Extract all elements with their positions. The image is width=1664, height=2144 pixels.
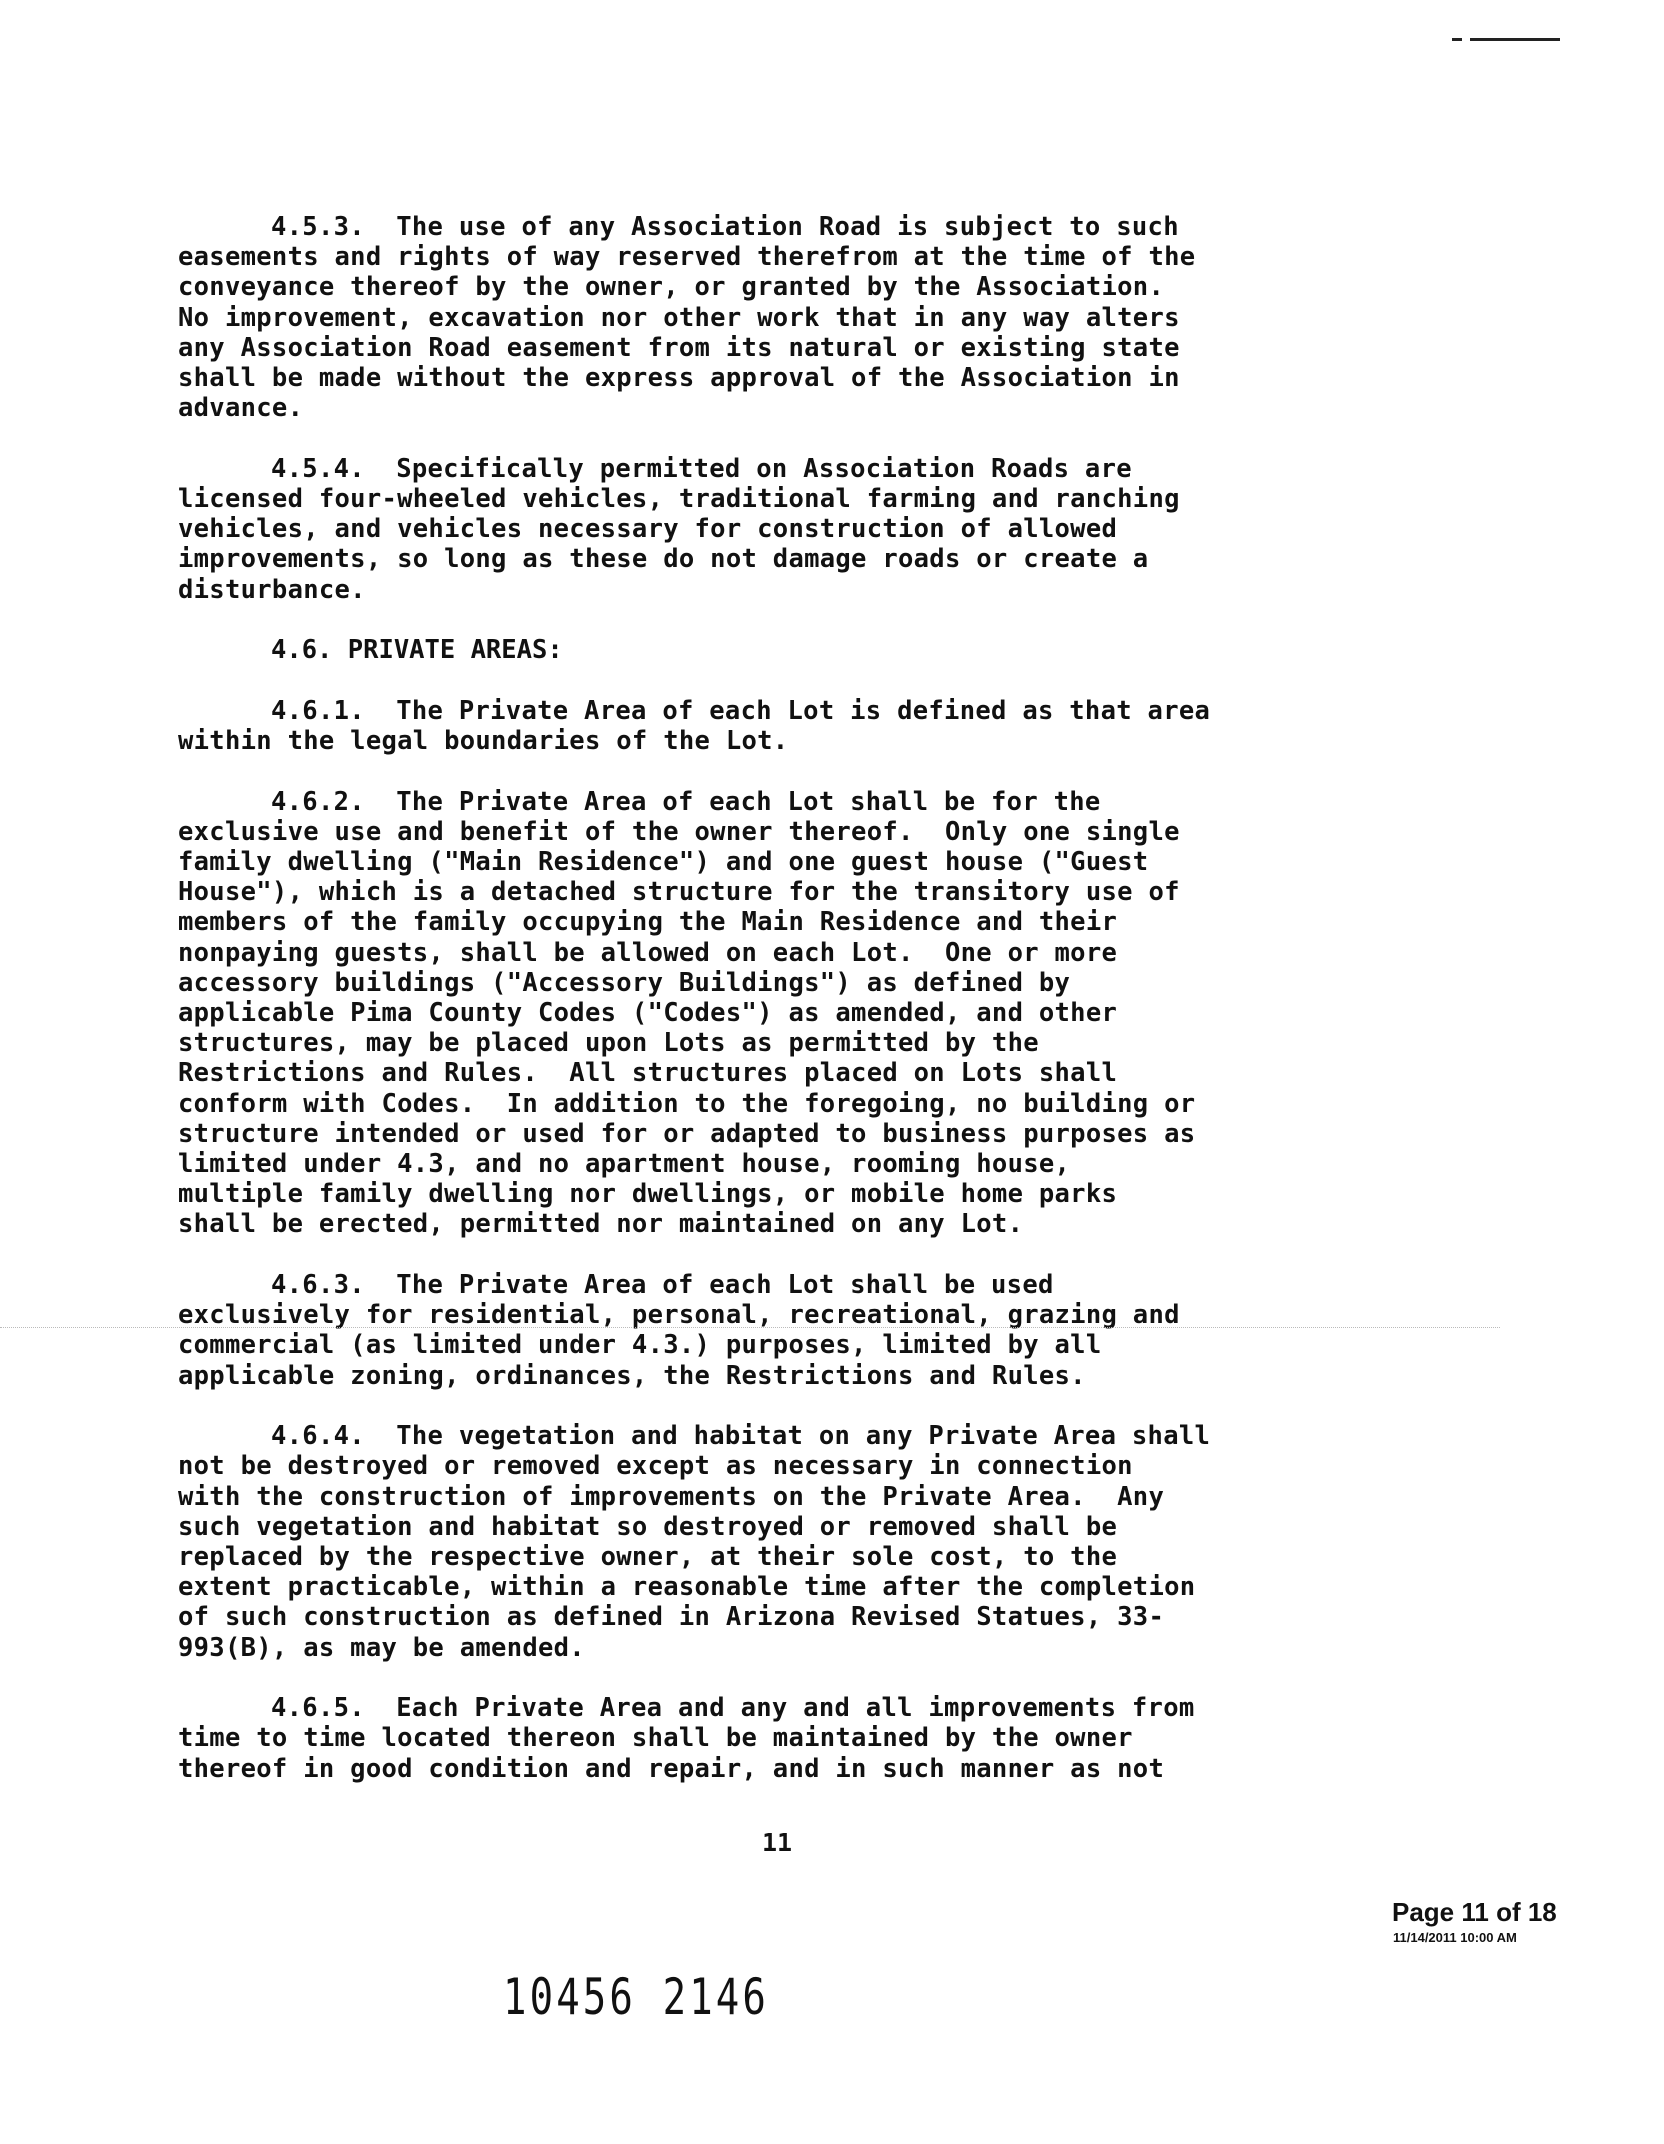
- section-4-5-4: [178, 454, 1428, 605]
- section-4-5-3: [178, 212, 1428, 423]
- section-heading-private-areas: [178, 635, 1428, 665]
- section-4-6-3: [178, 1270, 1428, 1391]
- recorder-page-count: Page 11 of 18: [1392, 1897, 1557, 1927]
- scan-edge-mark: [1470, 38, 1560, 41]
- section-4-6-4: [178, 1421, 1428, 1663]
- section-number: 4.6.4.: [271, 1421, 365, 1452]
- section-text: The use of any Association Road is subject to such easements and rights of way reserved therefrom at the time of the conveyance thereof by the owner, or granted by the Association. No improvement, excavation nor other work that in any way alters any Association Road easement from its natural or existing state shall be made without the express approval of the Association in advance.: [178, 212, 1196, 424]
- scan-artifact-line: [0, 1327, 1500, 1328]
- section-number: 4.6.2.: [271, 786, 365, 817]
- section-number: 4.6.3.: [271, 1270, 365, 1301]
- section-4-6-2: [178, 787, 1428, 1240]
- section-text: Specifically permitted on Association Roads are licensed four-wheeled vehicles, traditional farming and ranching vehicles, and vehicles necessary for construction of allowed improvements, so long as these do not damage roads or create a disturbance.: [178, 453, 1180, 605]
- section-text: The Private Area of each Lot is defined as that area within the legal boundaries of the Lot.: [178, 695, 1211, 757]
- section-text: The vegetation and habitat on any Private Area shall not be destroyed or removed except as necessary in connection with the construction of improvements on the Private Area. Any such vegetation and habitat so destroyed or removed shall be replaced by the respective owner, at their sole cost, to the extent practicable, within a reasonable time after the completion of such construction as defined in Arizona Revised Statues, 33- 993(B), as may be amended.: [178, 1421, 1211, 1663]
- section-number: 4.5.4.: [271, 453, 365, 484]
- page-number: 11: [762, 1828, 793, 1857]
- heading-text: 4.6. PRIVATE AREAS:: [271, 635, 563, 666]
- docket-number: 10456 2146: [503, 1968, 770, 2026]
- section-4-6-5: [178, 1693, 1428, 1784]
- document-body: [178, 212, 1428, 1814]
- section-number: 4.6.1.: [271, 695, 365, 726]
- section-text: Each Private Area and any and all improvements from time to time located thereon shall be maintained by the owner thereof in good condition and repair, and in such manner as not: [178, 1693, 1195, 1784]
- section-number: 4.5.3.: [271, 212, 365, 242]
- section-4-6-1: [178, 696, 1428, 756]
- section-text: The Private Area of each Lot shall be for the exclusive use and benefit of the owner thereof. Only one single family dwelling ("Main Residence") and one guest house ("Guest House"), which is a detached structure for the transitory use of members of the family occupying the Main Residence and their nonpaying guests, shall be allowed on each Lot. One or more accessory buildings ("Accessory Buildings") as defined by applicable Pima County Codes ("Codes") as amended, and other structures, may be placed upon Lots as permitted by the Restrictions and Rules. All structures placed on Lots shall conform with Codes. In addition to the foregoing, no building or structure intended or used for or adapted to business purposes as limited under 4.3, and no apartment house, rooming house, multiple family dwelling nor dwellings, or mobile home parks shall be erected, permitted nor maintained on any Lot.: [178, 786, 1196, 1240]
- recorder-timestamp: 11/14/2011 10:00 AM: [1393, 1930, 1517, 1945]
- section-number: 4.6.5.: [271, 1693, 365, 1724]
- section-text: The Private Area of each Lot shall be used exclusively for residential, personal, recreational, grazing and commercial (as limited under 4.3.) purposes, limited by all applicable zoning, ordinances, the Restrictions and Rules.: [178, 1270, 1180, 1391]
